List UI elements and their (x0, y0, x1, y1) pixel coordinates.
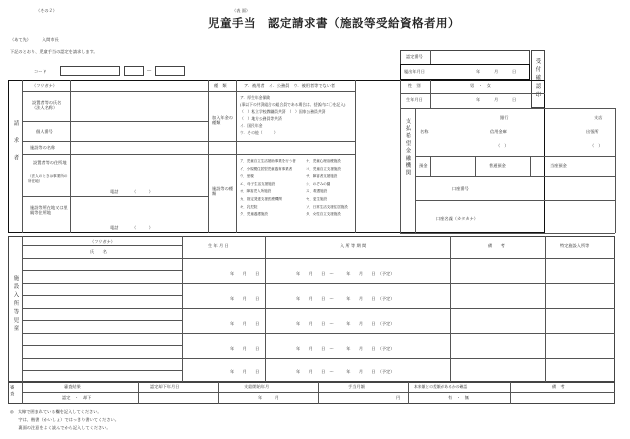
review-amount-value: 円 (396, 395, 401, 400)
branch-label: 支店 (594, 115, 603, 120)
code-dash: ― (147, 68, 152, 73)
code-label: コード (34, 69, 47, 74)
pension-class-label: 種 類 (214, 83, 227, 88)
bank-section (400, 108, 615, 233)
review-diff-header: 本来額との差額があるかの確認 (414, 384, 468, 389)
pension-kind-items: ア．厚生年金保険 (事以下の共済組合の組合員である場合は、括弧内に〇を記入) （ ）私立学校教職員共済 （ ）国家公務員共済 （ ）地方公務員等共済 イ．国民年金 ウ．その他（ ） (240, 95, 346, 135)
bank-label: 銀行 (500, 115, 509, 120)
gender-label: 性 別 (408, 83, 421, 88)
furigana-label: （フリガナ） (32, 83, 57, 88)
intro-text: 下記のとおり、児童手当の認定を請求します。 (10, 49, 98, 54)
addressee-prefix: （あて先） (10, 37, 31, 42)
review-result-value[interactable]: 認定 ・ 却下 (62, 395, 92, 400)
residents-side-label: 施設入所等児童 (12, 275, 19, 334)
residents-facility-header: 特定施設入所等 (560, 243, 590, 248)
birth-month: 月 (494, 97, 499, 102)
bank-side-label: 支払希望金融機関 (404, 118, 411, 178)
form-tag: （表 面） (232, 8, 251, 13)
review-side-label: 審査 (10, 385, 16, 398)
month-label: 月 (494, 69, 499, 74)
review-rejection-header: 認定却下年月日 (150, 384, 180, 389)
page-title: 児童手当 認定請求書（施設等受給資格者用） (208, 16, 460, 30)
pension-types: ア．被用者 イ．公務員 ウ．被用者等でない者 (244, 83, 336, 88)
footer-notes: ◎ 太線で囲まれている欄を記入してください。 字は、楷書（かいしょ）ではっきり書いてください。 裏面の注意をよく読んでから記入してください。 (10, 409, 119, 430)
tel-label-2: 電話 (110, 225, 119, 230)
office-label: 出張所 (586, 129, 599, 134)
resident-birth: 年 月 日 (230, 346, 260, 351)
resident-birth: 年 月 日 (230, 321, 260, 326)
current-deposit[interactable]: 当座預金 (550, 163, 567, 168)
account-name-label: 口座名義（カタカナ） (436, 216, 478, 221)
facility-kind-label: 施設等の種類 (212, 186, 233, 197)
bank-name-label: 名称 (420, 129, 429, 134)
received-date-label: 履出年月日 (404, 69, 425, 74)
resident-period: 年 月 日 ～ 年 月 日 （予定） (296, 369, 395, 374)
normal-deposit[interactable]: 普通預金 (489, 163, 506, 168)
addressee: 入間市長 (42, 37, 59, 42)
birth-year: 年 (476, 97, 481, 102)
birth-label: 生年月日 (406, 97, 423, 102)
account-no-label: 口座番号 (452, 186, 469, 191)
applicant-side-label: 請求者 (12, 120, 19, 173)
residents-period-header: 入 所 等 期 間 (340, 243, 367, 248)
address-label: 設置者等の住所地 (33, 160, 67, 165)
tel-paren-1: （ ） (132, 189, 153, 194)
stamp-label: 受付確認印 (534, 58, 541, 100)
bank-paren: （ ） (496, 143, 509, 148)
cert-no-label: 認定番号 (406, 54, 423, 59)
page-label: （その２） (36, 8, 57, 13)
address-note: （法人のときは事業所の所在地） (28, 174, 68, 183)
tel-label-1: 電話 (110, 189, 119, 194)
deposit-kind-label: 預金 (419, 163, 428, 168)
review-start-value: 年 月 (258, 395, 279, 400)
year-label: 年 (476, 69, 481, 74)
gender-values[interactable]: 男 ・ 女 (470, 83, 491, 88)
credit-union-label: 信用金庫 (490, 129, 507, 134)
tel-paren-2: （ ） (132, 225, 153, 230)
resident-birth: 年 月 日 (230, 296, 260, 301)
resident-period: 年 月 日 ～ 年 月 日 （予定） (296, 346, 395, 351)
review-remarks-header: 備 考 (552, 384, 565, 389)
personal-no-label: 個人番号 (36, 129, 53, 134)
birth-day: 日 (512, 97, 517, 102)
pension-kind-label: 加入年金の種類 (212, 115, 233, 126)
residents-birth-header: 生 年 月 日 (208, 243, 229, 248)
review-amount-header: 手当月額 (348, 384, 365, 389)
facility-name-label: 施設等の名称 (30, 145, 56, 150)
review-start-header: 支給開始年月 (244, 384, 270, 389)
resident-birth: 年 月 日 (230, 369, 260, 374)
code-box-2[interactable] (124, 66, 144, 76)
code-box-3[interactable] (155, 66, 185, 76)
review-diff-value[interactable]: 有 ・ 無 (448, 395, 469, 400)
applicant-name-label: 設置者等の氏名（法人名称） (32, 100, 62, 111)
code-box-1[interactable] (60, 66, 120, 76)
resident-period: 年 月 日 ～ 年 月 日 （予定） (296, 271, 395, 276)
resident-period: 年 月 日 ～ 年 月 日 （予定） (296, 321, 395, 326)
resident-period: 年 月 日 ～ 年 月 日 （予定） (296, 296, 395, 301)
residents-name-header: 氏 名 (90, 249, 107, 254)
residents-furigana: （フリガナ） (90, 239, 115, 244)
review-result-header: 審査結果 (64, 384, 81, 389)
facility-kinds-left: ア．児童自立生活援助事業を行う者 イ．小規模住居型児童養育事業者 ウ．里親 エ．母子生活支援施設 オ．障害児入所施設 カ．指定発達支援医療機関 キ．乳児院 ク．児童養護施設 (240, 159, 296, 217)
facility-address-label: 施設等所在地又は里親等住所地 (30, 205, 68, 216)
facility-kinds-right: ケ．児童心理治療施設 コ．児童自立支援施設 サ．障害者支援施設 シ．のぞみの園 ス．救護施設 セ．更生施設 ソ．日常生活支援住居施設 タ．女性自立支援施設 (306, 159, 348, 217)
resident-birth: 年 月 日 (230, 271, 260, 276)
residents-remarks-header: 備 考 (488, 243, 505, 248)
day-label: 日 (512, 69, 517, 74)
review-table (8, 382, 615, 404)
branch-paren: （ ） (590, 143, 603, 148)
